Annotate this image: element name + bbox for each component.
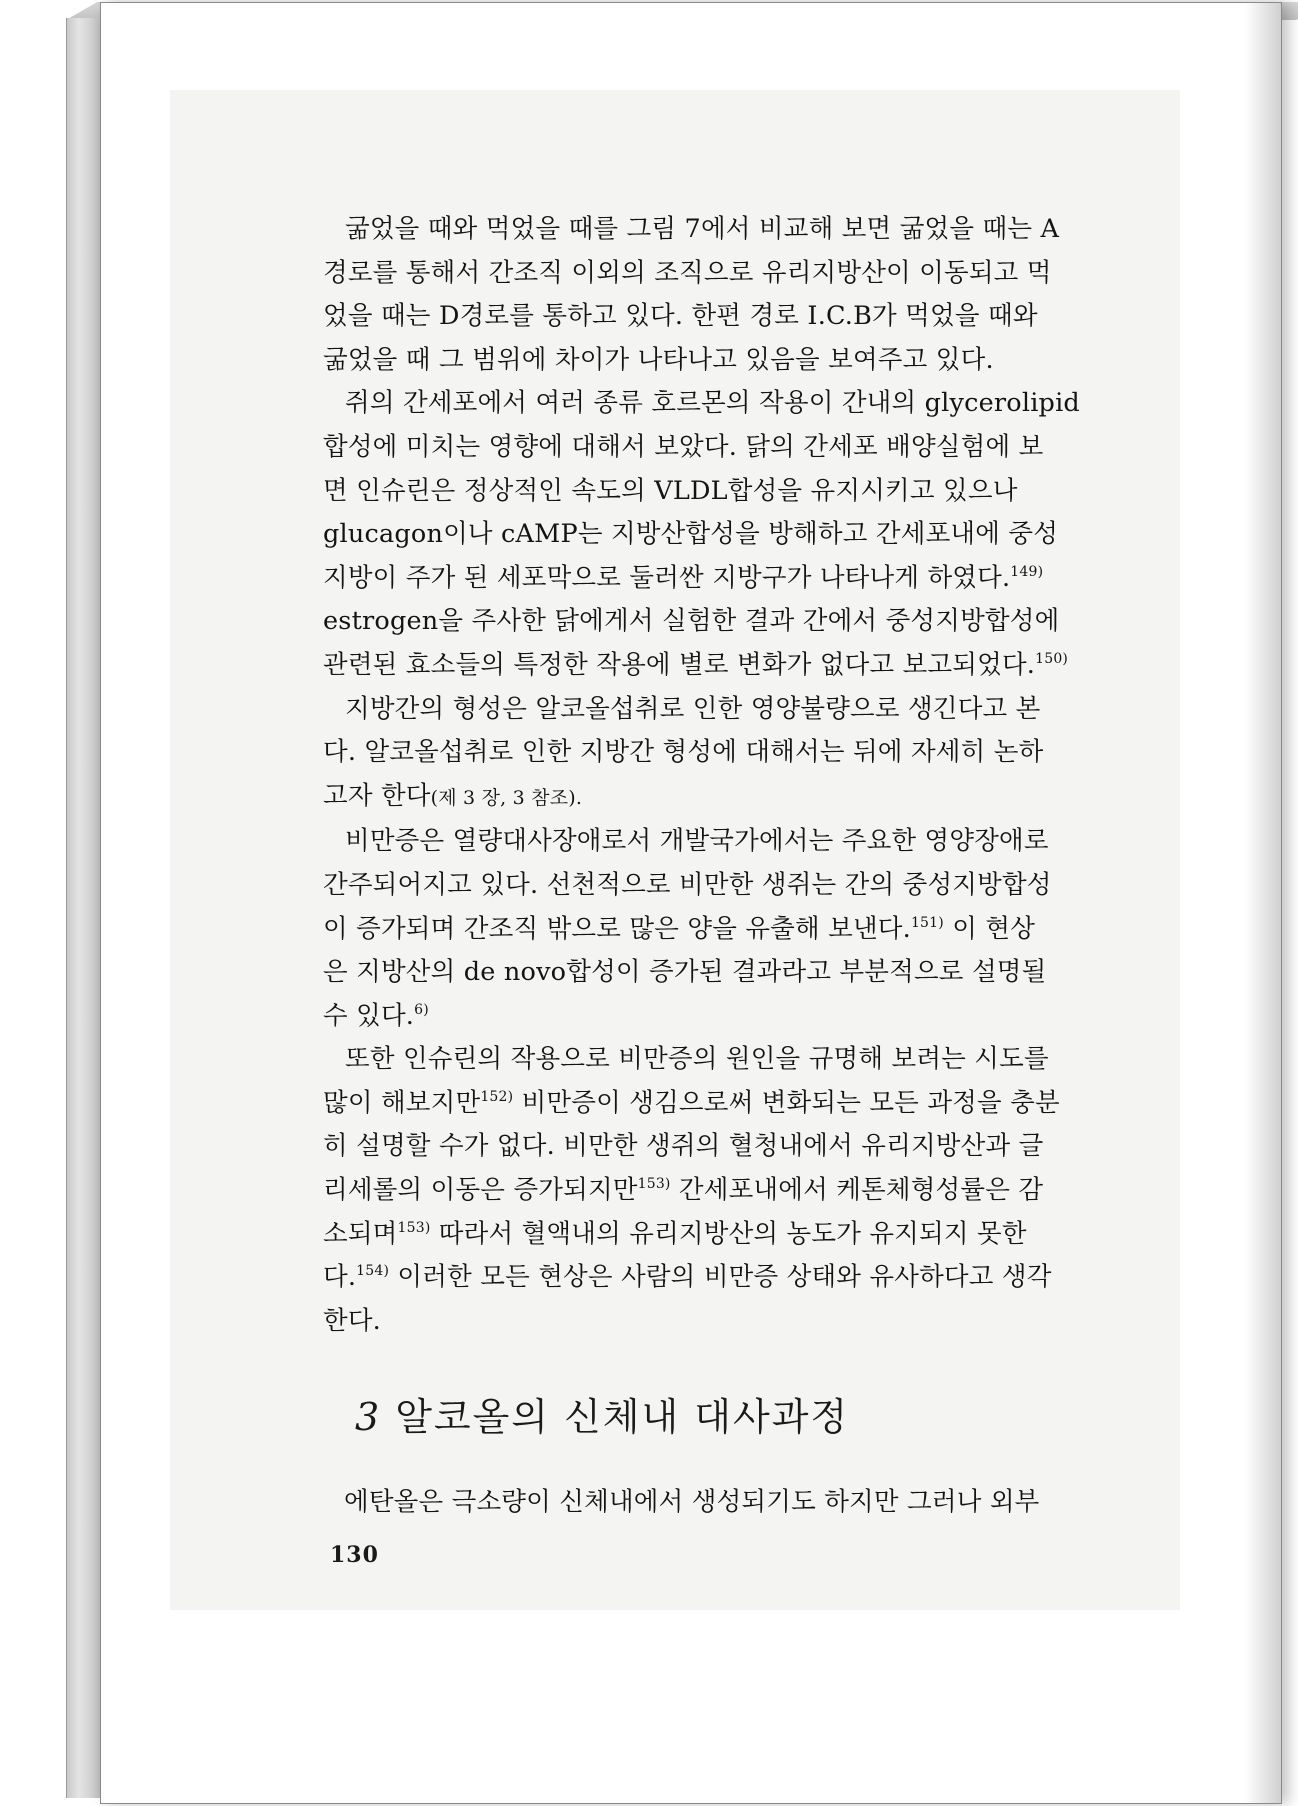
footnote-ref: 6) [414, 1001, 429, 1018]
text-span: 리세롤의 이동은 증가되지만 [323, 1175, 638, 1206]
paragraph-4 [323, 820, 1155, 1038]
text-span: 수 있다. [323, 1000, 415, 1031]
page-right-shadow [1245, 3, 1281, 1803]
text-span: 간세포내에서 케톤체형성률은 감 [670, 1175, 1044, 1206]
footnote-ref: 150) [1035, 650, 1069, 667]
text-span: 지방이 주가 된 세포막으로 둘러싼 지방구가 나타나게 하였다. [323, 562, 1011, 593]
section-number: 3 [355, 1395, 382, 1439]
paragraph-3 [323, 688, 1155, 821]
text-span: 다. [323, 1262, 357, 1293]
text-line: 었을 때는 D경로를 통하고 있다. 한편 경로 I.C.B가 먹었을 때와 [323, 301, 1038, 332]
cross-reference-note: (제 3 장, 3 참조). [430, 786, 583, 809]
text-line [323, 1082, 1155, 1126]
text-line [323, 775, 1155, 821]
text-line [323, 908, 1155, 952]
text-line: 간주되어지고 있다. 선천적으로 비만한 생쥐는 간의 중성지방합성 [323, 869, 1052, 900]
text-line: 비만증은 열량대사장애로서 개발국가에서는 주요한 영양장애로 [345, 826, 1049, 857]
section-heading [355, 1386, 849, 1441]
text-line: 한다. [323, 1305, 381, 1336]
text-line: 쥐의 간세포에서 여러 종류 호르몬의 작용이 간내의 glycerolipid [345, 388, 1080, 419]
section-title-text: 알코올의 신체내 대사과정 [395, 1395, 850, 1439]
text-span: 관련된 효소들의 특정한 작용에 별로 변화가 없다고 보고되었다. [323, 649, 1036, 680]
text-span: 이러한 모든 현상은 사람의 비만증 상태와 유사하다고 생각 [389, 1262, 1052, 1293]
text-line: 은 지방산의 de novo합성이 증가된 결과라고 부분적으로 설명될 [323, 957, 1047, 988]
paragraph-5 [323, 1038, 1155, 1343]
text-line: 히 설명할 수가 없다. 비만한 생쥐의 혈청내에서 유리지방산과 글 [323, 1131, 1044, 1162]
text-line [323, 557, 1155, 601]
body-text [323, 208, 1155, 1343]
text-span: 따라서 혈액내의 유리지방산의 농도가 유지되지 못한 [430, 1218, 1027, 1249]
text-span: 이 현상 [943, 913, 1036, 944]
text-line: 합성에 미치는 영향에 대해서 보았다. 닭의 간세포 배양실험에 보 [323, 431, 1044, 462]
text-line: 경로를 통해서 간조직 이외의 조직으로 유리지방산이 이동되고 먹 [323, 257, 1052, 288]
text-line [323, 995, 1155, 1039]
section-first-line: 에탄올은 극소량이 신체내에서 생성되기도 하지만 그러나 외부 [344, 1487, 1040, 1517]
footnote-ref: 149) [1010, 563, 1044, 580]
paragraph-1 [323, 208, 1155, 382]
paragraph-2 [323, 382, 1155, 687]
page-number: 130 [330, 1542, 379, 1568]
text-span: 소되며 [323, 1218, 398, 1249]
text-span: 고자 한다 [323, 780, 431, 811]
footnote-ref: 151) [910, 914, 944, 931]
text-line [323, 1256, 1155, 1300]
text-span: 비만증이 생김으로써 변화되는 모든 과정을 충분 [513, 1087, 1060, 1118]
text-line [323, 1213, 1155, 1257]
text-span: 많이 해보지만 [323, 1087, 481, 1118]
book-spine-edge [66, 18, 102, 1798]
footnote-ref: 152) [480, 1088, 514, 1105]
footnote-ref: 153) [397, 1219, 431, 1236]
text-line: 굶었을 때와 먹었을 때를 그림 7에서 비교해 보면 굶었을 때는 A [345, 214, 1060, 244]
footnote-ref: 154) [356, 1263, 390, 1280]
text-line: 굶었을 때 그 범위에 차이가 나타나고 있음을 보여주고 있다. [323, 344, 994, 375]
text-line [323, 1169, 1155, 1213]
text-line: 다. 알코올섭취로 인한 지방간 형성에 대해서는 뒤에 자세히 논하 [323, 737, 1044, 768]
text-line: estrogen을 주사한 닭에게서 실험한 결과 간에서 중성지방합성에 [323, 606, 1060, 637]
text-line [323, 644, 1155, 688]
text-line: 면 인슈린은 정상적인 속도의 VLDL합성을 유지시키고 있으나 [323, 475, 1018, 506]
text-span: 이 증가되며 간조직 밖으로 많은 양을 유출해 보낸다. [323, 913, 911, 944]
text-line: 또한 인슈린의 작용으로 비만증의 원인을 규명해 보려는 시도를 [345, 1044, 1049, 1075]
text-line: glucagon이나 cAMP는 지방산합성을 방해하고 간세포내에 중성 [323, 519, 1059, 550]
footnote-ref: 153) [637, 1176, 671, 1193]
text-line: 지방간의 형성은 알코올섭취로 인한 영양불량으로 생긴다고 본 [345, 693, 1041, 724]
